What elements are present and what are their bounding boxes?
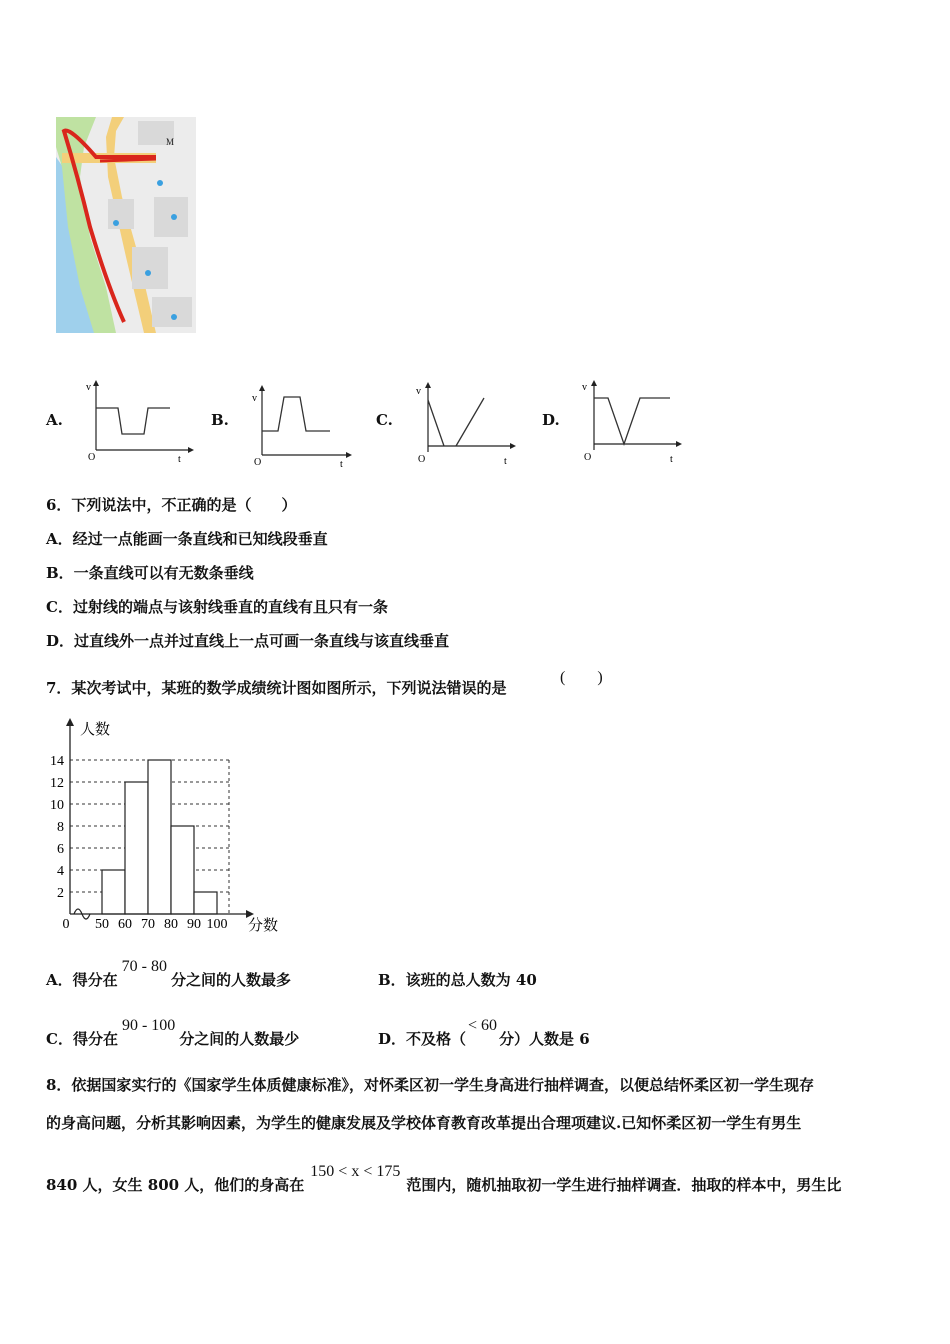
q7-answer-paren: ( ) [560,669,603,686]
x-axis-label-a: t [178,454,181,463]
x-tick-label: 90 [187,917,201,932]
q5-option-c-graph [414,380,524,465]
x-axis-label-c: t [504,456,507,465]
y-axis-label-a: v [86,382,91,393]
q5-option-b-graph [250,383,360,468]
x-tick-label: 50 [95,917,109,932]
q6-option-c: C．过射线的端点与该射线垂直的直线有且只有一条 [46,598,388,616]
q7-option-c-post: 分之间的人数最少 [179,1030,300,1048]
q5-option-a-label: A. [46,411,63,429]
origin-label-c: O [418,454,426,465]
q5-option-b-label: B. [211,411,229,429]
origin-label-d: O [584,452,592,463]
x-tick-label: 100 [206,917,228,932]
x-tick-label: 60 [118,917,132,932]
origin-label-b: O [254,457,262,468]
y-tick-label: 10 [50,798,64,813]
histogram-bar-80-90 [171,826,194,914]
x-tick-label: 0 [62,917,70,932]
q7-option-c-pre: C．得分在 [46,1030,118,1048]
x-tick-label: 70 [141,917,155,932]
q7-option-d-math: < 60 [468,1017,498,1034]
q7-option-a-math: 70 - 80 [121,958,167,975]
q7-option-a [46,958,291,990]
y-axis-label-b: v [252,393,257,404]
q5-option-d-graph [580,378,690,463]
q5-option-a-graph [84,378,194,463]
q5-option-d-label: D. [542,411,560,429]
q6-option-a: A．经过一点能画一条直线和已知线段垂直 [46,530,328,548]
chart-ylabel: 人数 [80,722,111,738]
y-tick-label: 12 [50,776,64,791]
y-axis-label-d: v [582,382,587,393]
q7-option-c-math: 90 - 100 [121,1017,176,1034]
y-axis-label-c: v [416,386,421,397]
histogram-bar-70-80 [148,760,171,914]
histogram-bar-50-60 [102,870,125,914]
q8-line-1: 8．依据国家实行的《国家学生体质健康标准》，对怀柔区初一学生身高进行抽样调查，以便总结怀柔区初一学生现存 [46,1076,814,1094]
y-tick-label: 4 [57,864,64,879]
q7-option-a-post: 分之间的人数最多 [170,971,291,989]
q8-line-3-post: 范围内，随机抽取初一学生进行抽样调查．抽取的样本中，男生比 [406,1176,842,1194]
q8-line-2: 的身高问题，分析其影响因素，为学生的健康发展及学校体育教育改革提出合理项建议.已知怀柔区初一学生有男生 [46,1114,802,1132]
x-tick-label: 80 [164,917,178,932]
y-tick-label: 14 [50,754,64,769]
q5-option-c-label: C. [376,411,393,429]
x-axis-label-b: t [340,459,343,468]
q6-stem: 6．下列说法中，不正确的是（ ） [46,496,297,514]
q7-option-d-post: 分）人数是 6 [499,1030,590,1048]
map-label-m: M [166,137,175,147]
x-axis-label-d: t [670,454,673,463]
q7-option-a-pre: A．得分在 [46,971,118,989]
y-tick-label: 6 [57,842,64,857]
route-map-image [56,117,196,333]
q7-stem: 7．某次考试中，某班的数学成绩统计图如图所示，下列说法错误的是 [46,679,507,697]
score-histogram [40,718,300,940]
q8-line-3-pre: 840 人，女生 800 人，他们的身高在 [46,1176,305,1194]
q7-option-d [378,1017,590,1049]
histogram-bar-90-100 [194,892,217,914]
histogram-bar-60-70 [125,782,148,914]
q6-option-b: B．一条直线可以有无数条垂线 [46,564,254,582]
q7-option-b: B．该班的总人数为 40 [378,971,537,989]
q8-height-range-math: 150 < x < 175 [310,1163,401,1180]
y-tick-label: 8 [57,820,64,835]
q8-line-3 [46,1163,842,1195]
origin-label-a: O [88,452,96,463]
q6-option-d: D．过直线外一点并过直线上一点可画一条直线与该直线垂直 [46,632,450,650]
q7-option-c [46,1017,300,1049]
q7-option-d-pre: D．不及格（ [378,1030,467,1048]
chart-xlabel: 分数 [248,918,279,934]
y-tick-label: 2 [57,886,64,901]
